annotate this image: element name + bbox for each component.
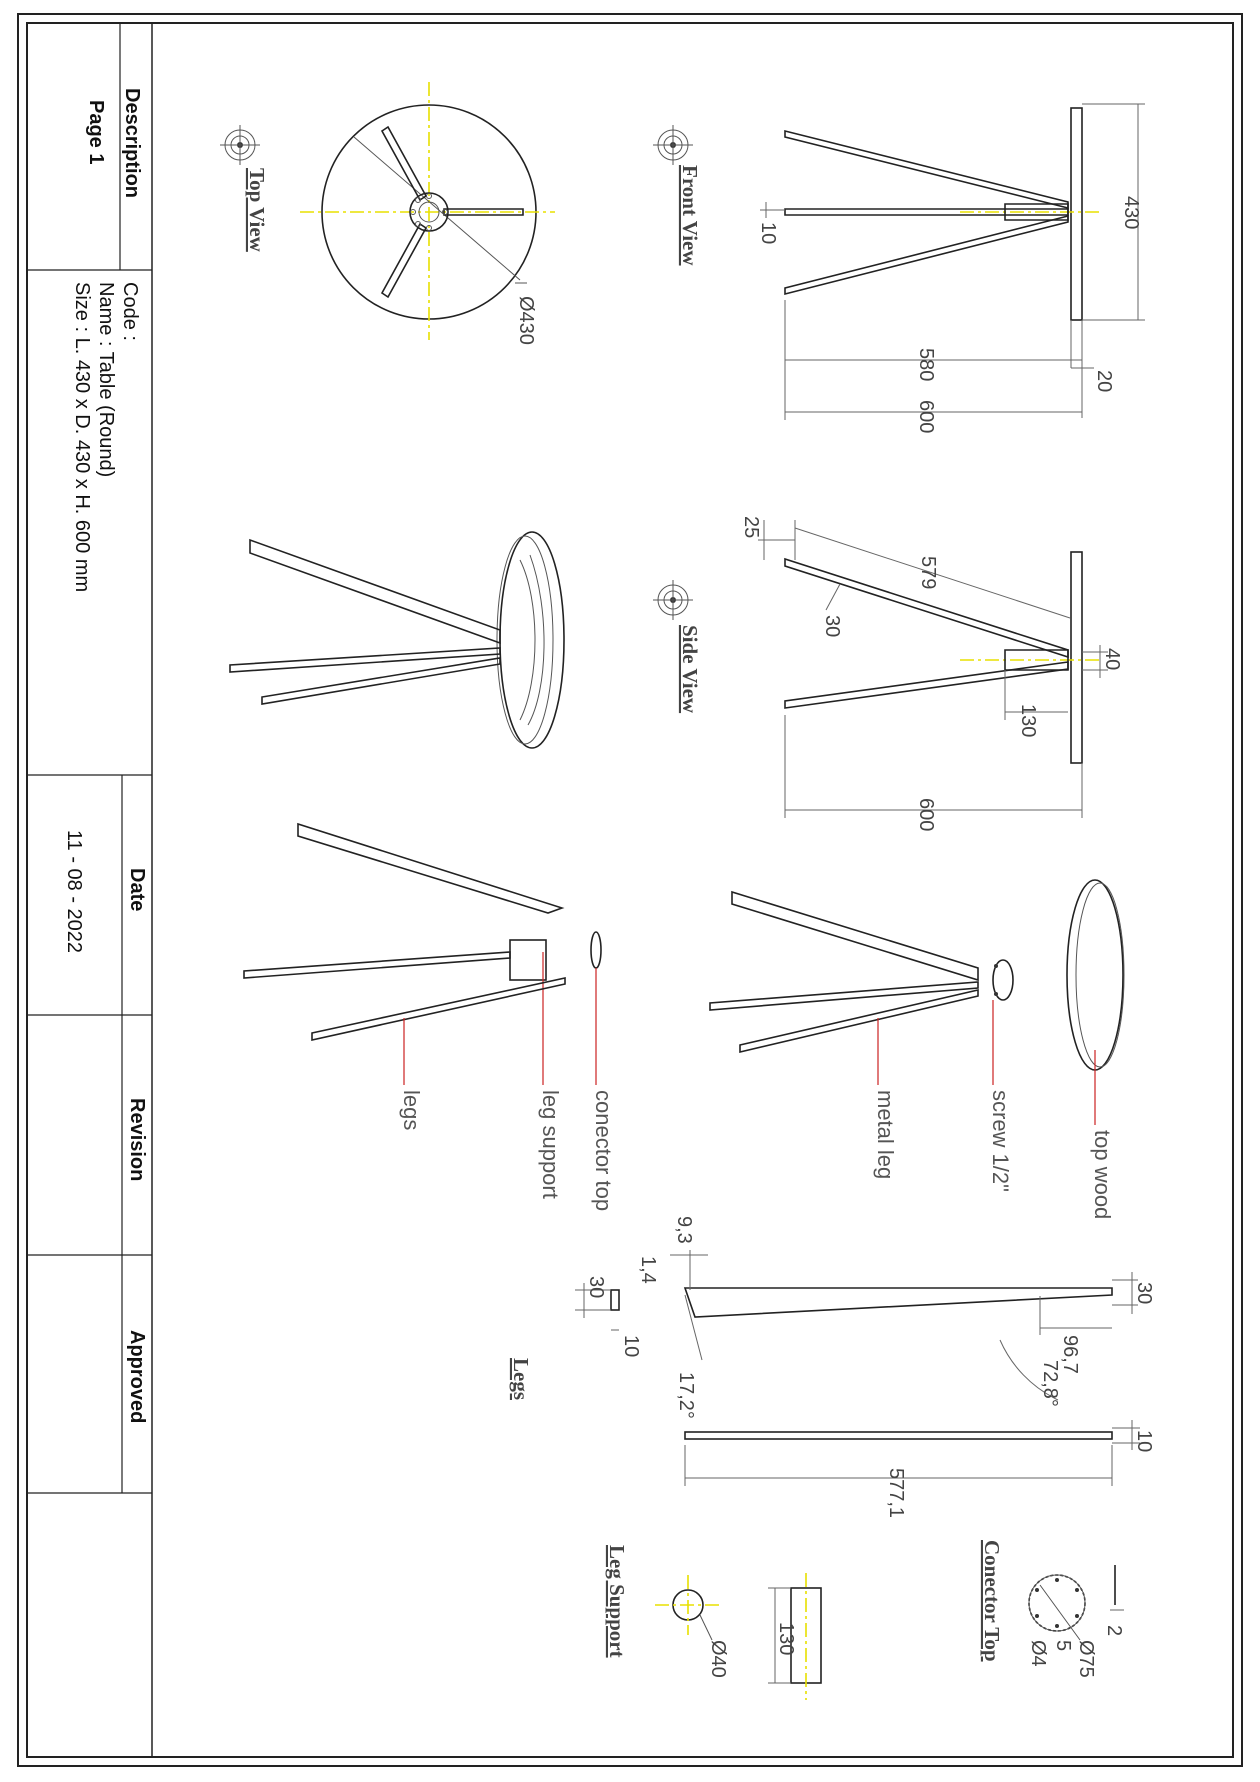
ls-dim-40: Ø40 xyxy=(707,1640,729,1678)
side-view-title: Side View xyxy=(678,625,702,714)
ct-dim-4: Ø4 xyxy=(1027,1640,1049,1667)
side-dim-25: 25 xyxy=(740,516,762,539)
leg-support-title: Leg Support xyxy=(605,1545,629,1658)
top-view-symbol xyxy=(220,125,260,165)
ct-dim-75: Ø75 xyxy=(1075,1640,1097,1678)
legs-dim-10a: 10 xyxy=(620,1335,642,1358)
callout-metal-leg: metal leg xyxy=(873,1090,898,1180)
exploded-lower xyxy=(244,824,616,1211)
front-dim-580: 580 xyxy=(915,348,937,382)
front-dim-600: 600 xyxy=(915,400,937,434)
side-dim-579: 579 xyxy=(917,556,939,590)
page-label: Page 1 xyxy=(85,100,107,165)
approved-label: Approved xyxy=(126,1330,148,1424)
side-leg-lower xyxy=(785,662,1068,708)
exploded-leg-support xyxy=(510,940,546,980)
legs-dim-577-1: 577,1 xyxy=(885,1468,907,1519)
persp-leg-2 xyxy=(230,648,500,672)
top-view xyxy=(220,82,555,345)
ls-dim-130: 130 xyxy=(775,1622,797,1656)
top-leg-3 xyxy=(382,224,426,297)
front-leg-upper xyxy=(785,131,1068,208)
top-dim-dia: Ø430 xyxy=(515,296,537,345)
revision-label: Revision xyxy=(126,1098,148,1182)
date-label: Date xyxy=(126,868,148,912)
exploded-upper xyxy=(710,880,1124,1219)
front-dim-430: 430 xyxy=(1120,196,1142,230)
name-line: Name : Table (Round) xyxy=(95,282,117,478)
callout-conector-top: conector top xyxy=(591,1090,616,1212)
callout-legs: legs xyxy=(399,1090,424,1131)
exploded-leg-1 xyxy=(298,824,562,913)
perspective-assembled xyxy=(230,532,564,748)
exploded-metal-leg-1 xyxy=(732,892,978,980)
ct-dim-2: 2 xyxy=(1103,1625,1125,1637)
legs-dim-30b: 30 xyxy=(1133,1282,1155,1305)
front-view-title: Front View xyxy=(678,165,702,266)
description-label: Description xyxy=(121,88,143,199)
exploded-top-wood xyxy=(1067,880,1123,1070)
size-line: Size : L. 430 x D. 430 x H. 600 mm xyxy=(71,282,93,593)
front-dim-10: 10 xyxy=(757,222,779,245)
top-view-title: Top View xyxy=(245,168,269,252)
callout-screw: screw 1/2" xyxy=(988,1090,1013,1192)
callout-top-wood: top wood xyxy=(1090,1130,1115,1220)
legs-section xyxy=(611,1290,619,1310)
outer-border xyxy=(18,14,1242,1766)
conector-top-title: Conector Top xyxy=(980,1540,1004,1662)
side-view-symbol xyxy=(653,580,693,620)
front-view xyxy=(653,104,1145,433)
leg-support-detail xyxy=(605,1545,821,1700)
legs-title: Legs xyxy=(509,1358,533,1400)
exploded-metal-leg-3 xyxy=(740,990,978,1052)
persp-leg-1 xyxy=(250,540,500,643)
front-leg-lower xyxy=(785,216,1068,294)
legs-detail-bar xyxy=(685,1432,1112,1439)
side-top-board xyxy=(1071,552,1082,763)
exploded-leg-3 xyxy=(312,978,565,1040)
legs-dim-1-4: 1,4 xyxy=(637,1256,659,1284)
legs-detail-profile xyxy=(685,1288,1112,1317)
legs-dim-96-7: 96,7 xyxy=(1059,1335,1081,1374)
ct-dim-5: 5 xyxy=(1052,1640,1074,1652)
legs-detail xyxy=(509,1216,1155,1518)
persp-leg-3 xyxy=(262,658,500,704)
side-dim-600: 600 xyxy=(915,798,937,832)
exploded-conector-top xyxy=(591,932,601,968)
inner-border xyxy=(27,23,1233,1757)
side-dim-40: 40 xyxy=(1101,648,1123,671)
front-top-board xyxy=(1071,108,1082,320)
front-view-symbol xyxy=(653,125,693,165)
code-label: Code : xyxy=(119,282,141,341)
date-value: 11 - 08 - 2022 xyxy=(63,830,85,954)
persp-top-ellipse xyxy=(500,532,564,748)
legs-dim-10b: 10 xyxy=(1133,1430,1155,1453)
top-leg-2 xyxy=(382,127,426,200)
legs-dim-72-8: 72,8° xyxy=(1039,1360,1061,1407)
conector-top-detail xyxy=(980,1540,1125,1678)
side-view xyxy=(653,516,1123,831)
title-block xyxy=(27,23,152,1757)
legs-dim-17-2: 17,2° xyxy=(675,1372,697,1419)
legs-dim-9-3: 9,3 xyxy=(673,1216,695,1244)
exploded-leg-2 xyxy=(244,952,510,978)
side-dim-130: 130 xyxy=(1017,704,1039,738)
legs-dim-30a: 30 xyxy=(585,1276,607,1299)
front-dim-20: 20 xyxy=(1093,370,1115,393)
side-dim-30: 30 xyxy=(821,615,843,638)
callout-leg-support: leg support xyxy=(538,1090,563,1199)
front-leg-middle xyxy=(785,209,1068,215)
